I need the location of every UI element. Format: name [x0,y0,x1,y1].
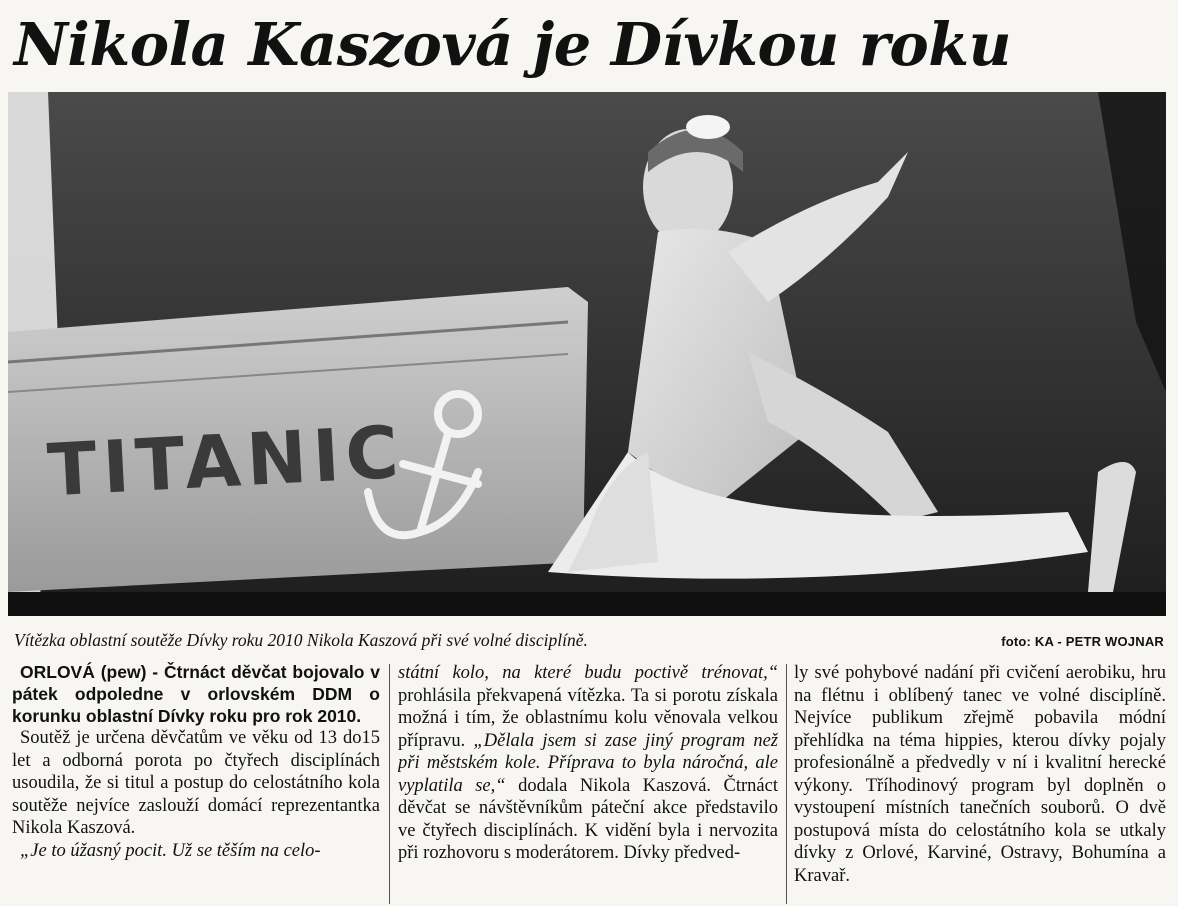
article-lead: ORLOVÁ (pew) - Čtrnáct děvčat bojovalo v pátek odpoledne v orlovském DDM o korunku oblastní Dívky roku pro rok 2010. [12,662,380,726]
column-divider [389,664,390,904]
article-paragraph: ly své pohybové nadání při cvičení aerobiku, hru na flétnu i oblíbený tanec ve volné disciplíně. Nejvíce publikum zřejmě pobavila módní přehlídka na téma hippies, kterou dívky pojaly profesionálně a předvedly v ní i kvalitní herecké výkony. Tříhodinový program byl doplněn o vystoupení místních tanečních souborů. O dvě postupová místa do celostátního kola se utkaly dívky z Orlové, Karviné, Ostravy, Bohumína a Kravař. [794,663,1166,886]
photo-credit: foto: KA - PETR WOJNAR [1001,634,1164,649]
headline: Nikola Kaszová je Dívkou roku [14,10,1012,79]
body-text: dodala Nikola Kaszová. Čtrnáct děvčat se návštěvníkům páteční akce představilo ve čtyřech disciplínách. K vidění byla i nervozita při rozhovoru s moderátorem. Dívky předved- [398,775,778,863]
quote-text: „Dělala jsem si zase jiný program než při městském kole. Příprava to byla náročná, ale vyplatila se,“ [398,730,778,796]
article-paragraph: Soutěž je určena děvčatům ve věku od 13 do15 let a odborná porota po čtyřech disciplínách usoudila, že si titul a postup do celostátního kola soutěže nejvíce zaslouží domácí reprezentantka Nikola Kaszová. [12,728,380,839]
ship-name: TITANIC [45,409,407,513]
quote-text: „Je to úžasný pocit. Už se těším na celo- [20,840,321,861]
photo-caption: Vítězka oblastní soutěže Dívky roku 2010 Nikola Kaszová při své volné disciplíně. [14,630,588,650]
article-column-2 [398,662,778,904]
photo-illustration [8,92,1166,616]
article-column-1 [12,662,380,904]
article-paragraph [398,662,778,865]
article-column-3 [794,662,1166,904]
column-divider [786,664,787,904]
body-text: prohlásila překvapená vítězka. Ta si porotu získala možná i tím, že oblastnímu kolu věnovala velkou přípravu. [398,685,778,751]
quote-text: státní kolo, na které budu poctivě trénovat,“ [398,663,778,683]
article-photo [8,92,1166,616]
